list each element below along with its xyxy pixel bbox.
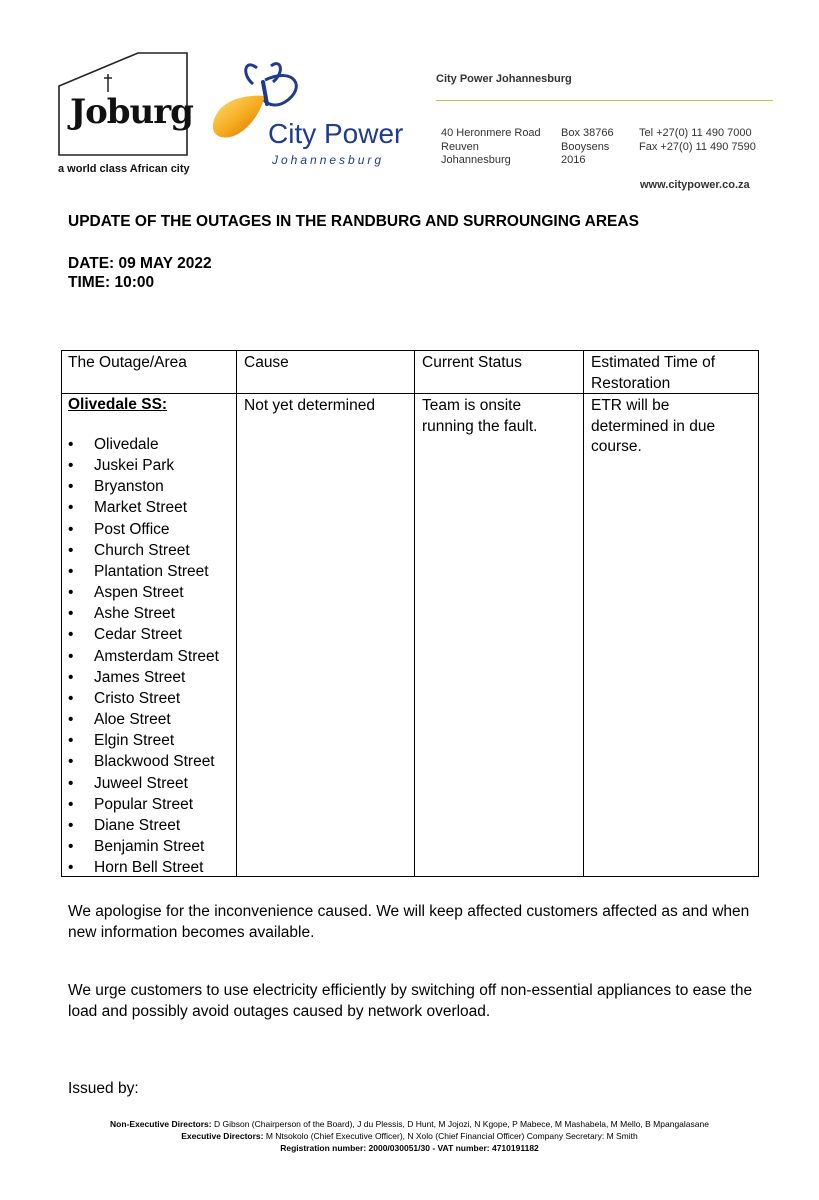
list-item: • Ashe Street — [68, 603, 219, 624]
footer-label: Executive Directors: — [181, 1131, 264, 1141]
list-item: • Juskei Park — [68, 455, 219, 476]
list-item: • Juweel Street — [68, 773, 219, 794]
apology-paragraph: We apologise for the inconvenience caused. We will keep affected customers affected as and when new information becomes available. — [68, 903, 750, 941]
footer-registration: Registration number: 2000/030051/30 - VAT number: 4710191182 — [280, 1143, 539, 1153]
list-item: • Church Street — [68, 540, 219, 561]
table-column-divider — [236, 350, 237, 877]
address-block — [441, 127, 541, 168]
header-divider — [436, 100, 773, 101]
header-etr: Estimated Time of Restoration — [591, 354, 716, 392]
list-item: • Diane Street — [68, 815, 219, 836]
header-outage-area: The Outage/Area — [68, 354, 187, 371]
issued-by: Issued by: — [68, 1080, 139, 1097]
efficiency-paragraph: We urge customers to use electricity efficiently by switching off non-essential appliances to ease the load and possibly avoid outages caused by network overload. — [68, 982, 753, 1020]
address-line: Johannesburg — [441, 154, 511, 166]
list-item: • Elgin Street — [68, 730, 219, 751]
company-name: City Power Johannesburg — [436, 73, 572, 85]
list-item: • Plantation Street — [68, 561, 219, 582]
footer-non-exec — [0, 1118, 819, 1130]
header-current-status: Current Status — [422, 354, 522, 371]
list-item: • Cristo Street — [68, 688, 219, 709]
list-item: • Post Office — [68, 519, 219, 540]
postal-block — [561, 127, 614, 168]
phone-number: Tel +27(0) 11 490 7000 — [639, 127, 752, 139]
list-item: • Olivedale — [68, 434, 219, 455]
city-power-logo-subtext: Johannesburg — [272, 153, 385, 167]
header-cause: Cause — [244, 354, 289, 371]
footer-exec — [0, 1130, 819, 1142]
list-item: • Bryanston — [68, 476, 219, 497]
cause-value: Not yet determined — [244, 397, 375, 414]
substation-name: Olivedale SS: — [68, 396, 168, 413]
postal-line: Booysens — [561, 140, 610, 153]
city-power-logo-text: City Power — [268, 118, 404, 149]
document-time: TIME: 10:00 — [68, 274, 155, 291]
list-item: • Market Street — [68, 497, 219, 518]
affected-areas-list — [68, 434, 219, 878]
postal-line: 2016 — [561, 154, 586, 166]
table-column-divider — [414, 350, 415, 877]
list-item: • Horn Bell Street — [68, 857, 219, 878]
list-item: • Amsterdam Street — [68, 646, 219, 667]
footer-names: M Ntsokolo (Chief Executive Officer), N Xolo (Chief Financial Officer) Company Secretary: M Smith — [265, 1131, 638, 1141]
list-item: • James Street — [68, 667, 219, 688]
list-item: • Aloe Street — [68, 709, 219, 730]
contact-block — [639, 127, 756, 154]
document-date: DATE: 09 MAY 2022 — [68, 255, 212, 272]
joburg-logo-text: Joburg — [70, 92, 193, 132]
address-line: 40 Heronmere Road — [441, 127, 541, 139]
etr-value: ETR will be determined in due course. — [591, 397, 716, 455]
list-item: • Aspen Street — [68, 582, 219, 603]
status-value: Team is onsite running the fault. — [422, 397, 538, 435]
fax-number: Fax +27(0) 11 490 7590 — [639, 140, 756, 153]
website-link[interactable]: www.citypower.co.za — [640, 179, 750, 191]
table-column-divider — [583, 350, 584, 877]
list-item: • Benjamin Street — [68, 836, 219, 857]
postal-line: Box 38766 — [561, 127, 614, 139]
address-line: Reuven — [441, 140, 479, 153]
list-item: • Blackwood Street — [68, 751, 219, 772]
footer-label: Non-Executive Directors: — [110, 1119, 212, 1129]
list-item: • Cedar Street — [68, 624, 219, 645]
document-title: UPDATE OF THE OUTAGES IN THE RANDBURG AND SURROUNGING AREAS — [68, 213, 639, 230]
footer-names: D Gibson (Chairperson of the Board), J du Plessis, D Hunt, M Jojozi, N Kgope, P Mabece, M Mashabela, M Mello, B Mpangalasane — [213, 1119, 709, 1129]
list-item: • Popular Street — [68, 794, 219, 815]
joburg-tagline: a world class African city — [58, 163, 190, 175]
